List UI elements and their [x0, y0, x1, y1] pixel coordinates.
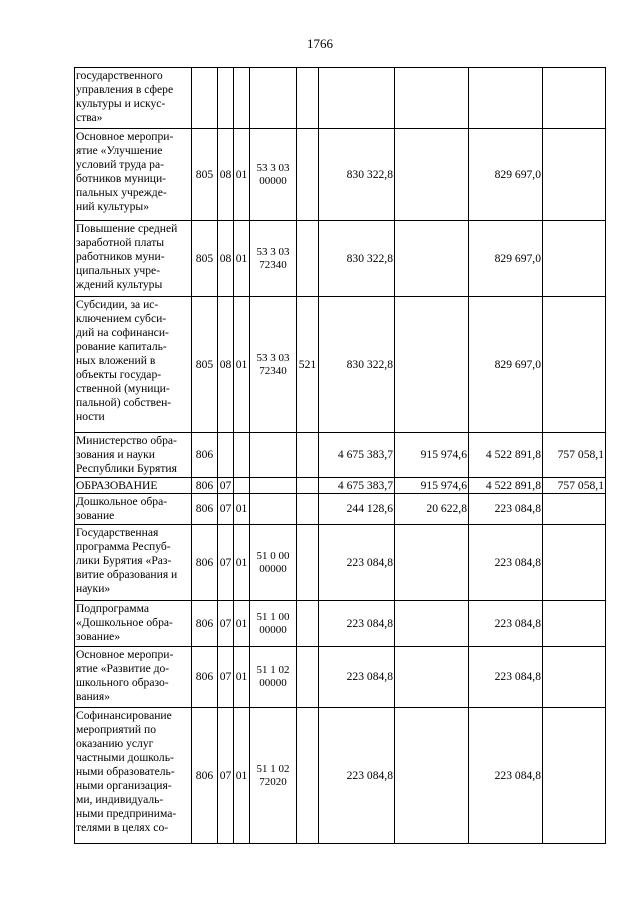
subsection-code: 01: [234, 297, 250, 433]
amount-federal-2020: 757 058,1: [543, 433, 606, 478]
subsection-code: 01: [234, 221, 250, 297]
amount-federal-2019: [395, 297, 469, 433]
section-code: [218, 433, 234, 478]
subsection-code: 01: [234, 601, 250, 647]
ministry-code: 805: [192, 129, 218, 221]
table-row: [75, 129, 606, 221]
amount-federal-2019: [395, 525, 469, 601]
section-code: 07: [218, 494, 234, 525]
amount-total-2019: 4 675 383,7: [319, 433, 395, 478]
ministry-code: 805: [192, 297, 218, 433]
amount-federal-2019: 915 974,6: [395, 478, 469, 494]
row-name: ОБРАЗОВАНИЕ: [75, 478, 192, 494]
expense-type: [297, 494, 319, 525]
ministry-code: [192, 68, 218, 129]
amount-federal-2019: 915 974,6: [395, 433, 469, 478]
amount-federal-2019: [395, 647, 469, 708]
amount-total-2019: 830 322,8: [319, 297, 395, 433]
table-row: [75, 708, 606, 844]
amount-total-2020: 223 084,8: [469, 708, 543, 844]
amount-federal-2019: [395, 129, 469, 221]
table-row: [75, 601, 606, 647]
ministry-code: 806: [192, 647, 218, 708]
amount-total-2019: 830 322,8: [319, 221, 395, 297]
table-row: [75, 647, 606, 708]
amount-federal-2020: [543, 494, 606, 525]
amount-federal-2020: [543, 601, 606, 647]
target-article: [250, 494, 297, 525]
row-name: Подпрограмма «Дошкольное обра- зование»: [75, 601, 192, 647]
target-article: [250, 478, 297, 494]
target-article: 51 1 02 72020: [250, 708, 297, 844]
section-code: 07: [218, 525, 234, 601]
budget-table: [74, 67, 606, 844]
subsection-code: [234, 433, 250, 478]
amount-federal-2020: [543, 708, 606, 844]
target-article: 51 0 00 00000: [250, 525, 297, 601]
amount-total-2019: 223 084,8: [319, 525, 395, 601]
amount-total-2020: 4 522 891,8: [469, 478, 543, 494]
amount-total-2019: 223 084,8: [319, 647, 395, 708]
row-name: государственного управления в сфере культуры и искус- ства»: [75, 68, 192, 129]
amount-total-2020: 223 084,8: [469, 647, 543, 708]
section-code: 08: [218, 297, 234, 433]
section-code: 07: [218, 601, 234, 647]
subsection-code: 01: [234, 494, 250, 525]
table-row: [75, 525, 606, 601]
subsection-code: 01: [234, 525, 250, 601]
amount-total-2020: 829 697,0: [469, 221, 543, 297]
ministry-code: 806: [192, 478, 218, 494]
subsection-code: 01: [234, 708, 250, 844]
section-code: [218, 68, 234, 129]
amount-federal-2020: [543, 221, 606, 297]
amount-total-2019: 830 322,8: [319, 129, 395, 221]
row-name: Основное меропри- ятие «Развитие до- школьного образо- вания»: [75, 647, 192, 708]
expense-type: [297, 601, 319, 647]
amount-total-2020: [469, 68, 543, 129]
amount-federal-2020: [543, 297, 606, 433]
target-article: 51 1 00 00000: [250, 601, 297, 647]
row-name: Повышение средней заработной платы работников муни- ципальных учре- ждений культуры: [75, 221, 192, 297]
amount-total-2020: 223 084,8: [469, 525, 543, 601]
table-row: [75, 221, 606, 297]
amount-total-2019: 223 084,8: [319, 601, 395, 647]
section-code: 08: [218, 129, 234, 221]
amount-federal-2020: [543, 647, 606, 708]
expense-type: [297, 129, 319, 221]
subsection-code: 01: [234, 129, 250, 221]
row-name: Субсидии, за ис- ключением субси- дий на софинанси- рование капиталь- ных вложений в объекты государ- ственной (муници- пальной) собствен- ности: [75, 297, 192, 433]
target-article: 53 3 03 00000: [250, 129, 297, 221]
expense-type: [297, 647, 319, 708]
amount-total-2020: 4 522 891,8: [469, 433, 543, 478]
section-code: 08: [218, 221, 234, 297]
amount-federal-2019: [395, 68, 469, 129]
table-row: [75, 433, 606, 478]
subsection-code: [234, 68, 250, 129]
amount-total-2020: 223 084,8: [469, 494, 543, 525]
table-row: [75, 68, 606, 129]
target-article: [250, 433, 297, 478]
table-row: [75, 494, 606, 525]
subsection-code: 01: [234, 647, 250, 708]
section-code: 07: [218, 478, 234, 494]
amount-total-2020: 223 084,8: [469, 601, 543, 647]
row-name: Министерство обра- зования и науки Республики Бурятия: [75, 433, 192, 478]
amount-federal-2020: [543, 129, 606, 221]
ministry-code: 806: [192, 601, 218, 647]
section-code: 07: [218, 708, 234, 844]
expense-type: [297, 478, 319, 494]
target-article: 53 3 03 72340: [250, 221, 297, 297]
section-code: 07: [218, 647, 234, 708]
ministry-code: 806: [192, 494, 218, 525]
ministry-code: 805: [192, 221, 218, 297]
page-number: 1766: [307, 36, 333, 51]
row-name: Дошкольное обра- зование: [75, 494, 192, 525]
amount-federal-2019: [395, 708, 469, 844]
amount-total-2019: 244 128,6: [319, 494, 395, 525]
target-article: 51 1 02 00000: [250, 647, 297, 708]
amount-total-2020: 829 697,0: [469, 129, 543, 221]
row-name: Софинансирование мероприятий по оказанию услуг частными дошколь- ными образователь- ными организация- ми, индивидуаль- ными предпринима- телями в целях со-: [75, 708, 192, 844]
ministry-code: 806: [192, 525, 218, 601]
target-article: [250, 68, 297, 129]
target-article: 53 3 03 72340: [250, 297, 297, 433]
ministry-code: 806: [192, 708, 218, 844]
subsection-code: [234, 478, 250, 494]
amount-federal-2020: [543, 525, 606, 601]
amount-total-2019: 4 675 383,7: [319, 478, 395, 494]
amount-federal-2020: [543, 68, 606, 129]
table-row: [75, 478, 606, 494]
expense-type: [297, 68, 319, 129]
amount-federal-2020: 757 058,1: [543, 478, 606, 494]
expense-type: [297, 433, 319, 478]
expense-type: [297, 525, 319, 601]
amount-total-2019: [319, 68, 395, 129]
amount-total-2020: 829 697,0: [469, 297, 543, 433]
expense-type: 521: [297, 297, 319, 433]
row-name: Государственная программа Респуб- лики Бурятия «Раз- витие образования и науки»: [75, 525, 192, 601]
ministry-code: 806: [192, 433, 218, 478]
expense-type: [297, 708, 319, 844]
table-row: [75, 297, 606, 433]
amount-federal-2019: 20 622,8: [395, 494, 469, 525]
row-name: Основное меропри- ятие «Улучшение условий труда ра- ботников муници- пальных учрежде- ний культуры»: [75, 129, 192, 221]
amount-total-2019: 223 084,8: [319, 708, 395, 844]
amount-federal-2019: [395, 601, 469, 647]
amount-federal-2019: [395, 221, 469, 297]
expense-type: [297, 221, 319, 297]
